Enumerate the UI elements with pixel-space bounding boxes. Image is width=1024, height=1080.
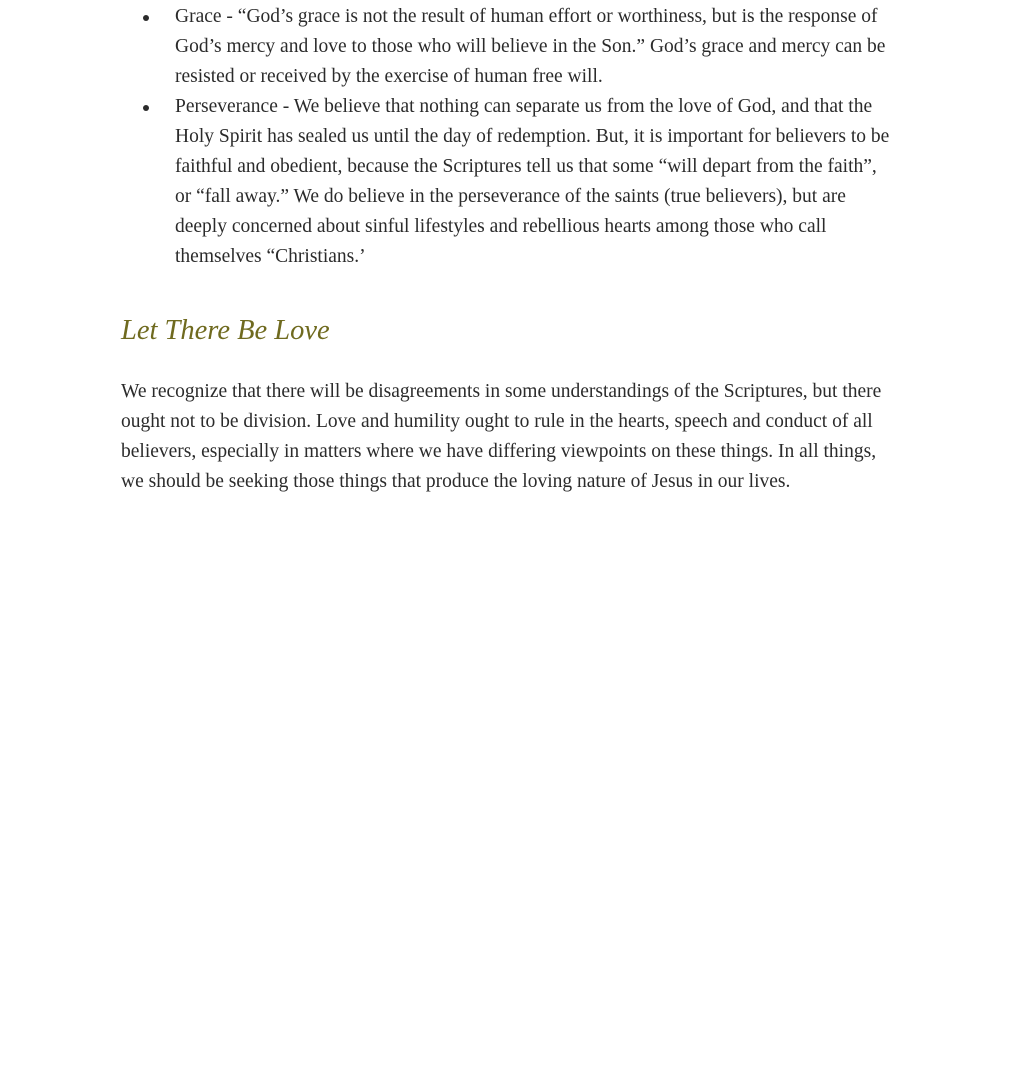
document-page: [121, 0, 896, 497]
bullet-item-grace: [121, 2, 896, 92]
bullet-item-perseverance: [121, 92, 896, 272]
section-paragraph: We recognize that there will be disagreements in some understandings of the Scriptures, but there ought not to be division. Love and humility ought to rule in the hearts, speech and conduct of all believers, especially in matters where we have differing viewpoints on these things. In all things, we should be seeking those things that produce the loving nature of Jesus in our lives.: [121, 381, 882, 492]
doctrine-bullet-list: [121, 2, 896, 272]
bullet-text: Perseverance - We believe that nothing can separate us from the love of God, and that the Holy Spirit has sealed us until the day of redemption. But, it is important for believers to be faithful and obedient, because the Scriptures tell us that some “will depart from the faith”, or “fall away.” We do believe in the perseverance of the saints (true believers), but are deeply concerned about sinful lifestyles and rebellious hearts among those who call themselves “Christians.’: [175, 96, 890, 267]
section-heading: Let There Be Love: [121, 315, 330, 346]
bullet-marker: [143, 105, 149, 111]
bullet-marker: [143, 15, 149, 21]
bullet-text: Grace - “God’s grace is not the result of human effort or worthiness, but is the response of God’s mercy and love to those who will believe in the Son.” God’s grace and mercy can be resisted or received by the exercise of human free will.: [175, 6, 886, 87]
